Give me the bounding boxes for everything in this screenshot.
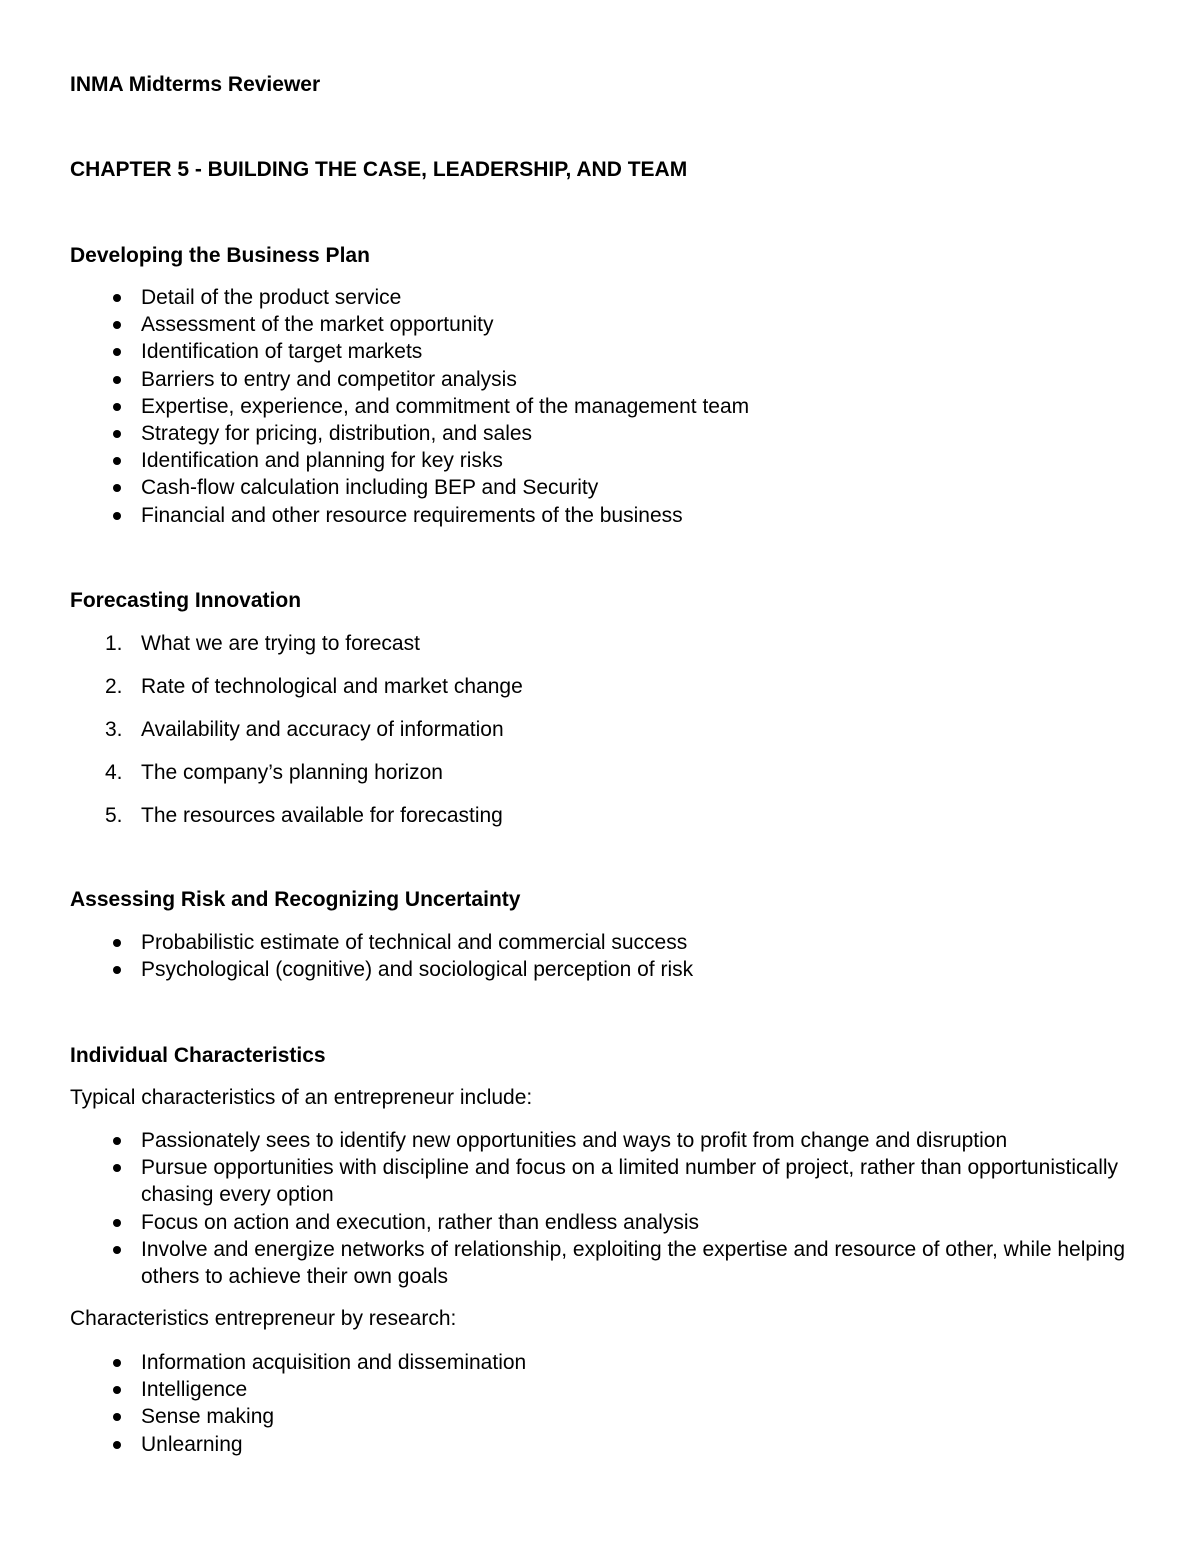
list-item: Unlearning bbox=[0, 1431, 1200, 1458]
list-item: Financial and other resource requirements of the business bbox=[0, 502, 1200, 529]
bullet-icon bbox=[113, 939, 121, 947]
bullet-icon bbox=[113, 403, 121, 411]
list-item: 5. The resources available for forecasting bbox=[105, 804, 503, 827]
bullet-icon bbox=[113, 1164, 121, 1172]
list-item: Detail of the product service bbox=[0, 284, 1200, 311]
business-plan-list bbox=[0, 284, 1200, 529]
list-item: Sense making bbox=[0, 1403, 1200, 1430]
list-item: Barriers to entry and competitor analysis bbox=[0, 366, 1200, 393]
list-item: Expertise, experience, and commitment of the management team bbox=[0, 393, 1200, 420]
research-intro: Characteristics entrepreneur by research: bbox=[70, 1307, 457, 1330]
bullet-icon bbox=[113, 1359, 121, 1367]
list-item: Identification of target markets bbox=[0, 338, 1200, 365]
list-item: Passionately sees to identify new opportunities and ways to profit from change and disruption bbox=[0, 1127, 1200, 1154]
bullet-icon bbox=[113, 294, 121, 302]
bullet-icon bbox=[113, 484, 121, 492]
list-item: Focus on action and execution, rather than endless analysis bbox=[0, 1209, 1200, 1236]
forecasting-list bbox=[0, 630, 1200, 845]
list-item: Intelligence bbox=[0, 1376, 1200, 1403]
individual-list bbox=[0, 1127, 1200, 1290]
document-title: INMA Midterms Reviewer bbox=[70, 73, 321, 96]
bullet-icon bbox=[113, 1413, 121, 1421]
list-item: 2. Rate of technological and market change bbox=[105, 675, 523, 698]
section-heading-risk: Assessing Risk and Recognizing Uncertainty bbox=[70, 888, 521, 911]
bullet-icon bbox=[113, 1441, 121, 1449]
bullet-icon bbox=[113, 321, 121, 329]
list-item: Cash-flow calculation including BEP and Security bbox=[0, 474, 1200, 501]
list-item: 1. What we are trying to forecast bbox=[105, 632, 420, 655]
bullet-icon bbox=[113, 1137, 121, 1145]
list-item: Identification and planning for key risks bbox=[0, 447, 1200, 474]
bullet-icon bbox=[113, 376, 121, 384]
bullet-icon bbox=[113, 348, 121, 356]
list-item: 3. Availability and accuracy of information bbox=[105, 718, 504, 741]
bullet-icon bbox=[113, 457, 121, 465]
bullet-icon bbox=[113, 512, 121, 520]
list-item: Assessment of the market opportunity bbox=[0, 311, 1200, 338]
individual-intro: Typical characteristics of an entrepreneur include: bbox=[70, 1086, 533, 1109]
research-list bbox=[0, 1349, 1200, 1458]
list-item: Pursue opportunities with discipline and focus on a limited number of project, rather than opportunistically chasing every option bbox=[0, 1154, 1200, 1208]
risk-list bbox=[0, 929, 1200, 983]
list-item: Probabilistic estimate of technical and commercial success bbox=[0, 929, 1200, 956]
list-item: Strategy for pricing, distribution, and sales bbox=[0, 420, 1200, 447]
bullet-icon bbox=[113, 1246, 121, 1254]
list-item: 4. The company’s planning horizon bbox=[105, 761, 443, 784]
section-heading-forecasting: Forecasting Innovation bbox=[70, 589, 302, 612]
section-heading-business-plan: Developing the Business Plan bbox=[70, 244, 370, 267]
bullet-icon bbox=[113, 1219, 121, 1227]
chapter-heading: CHAPTER 5 - BUILDING THE CASE, LEADERSHIP, AND TEAM bbox=[70, 158, 688, 181]
section-heading-individual: Individual Characteristics bbox=[70, 1044, 326, 1067]
list-item: Involve and energize networks of relationship, exploiting the expertise and resource of other, while helping others to achieve their own goals bbox=[0, 1236, 1200, 1290]
list-item: Psychological (cognitive) and sociological perception of risk bbox=[0, 956, 1200, 983]
bullet-icon bbox=[113, 1386, 121, 1394]
list-item: Information acquisition and dissemination bbox=[0, 1349, 1200, 1376]
bullet-icon bbox=[113, 430, 121, 438]
bullet-icon bbox=[113, 966, 121, 974]
